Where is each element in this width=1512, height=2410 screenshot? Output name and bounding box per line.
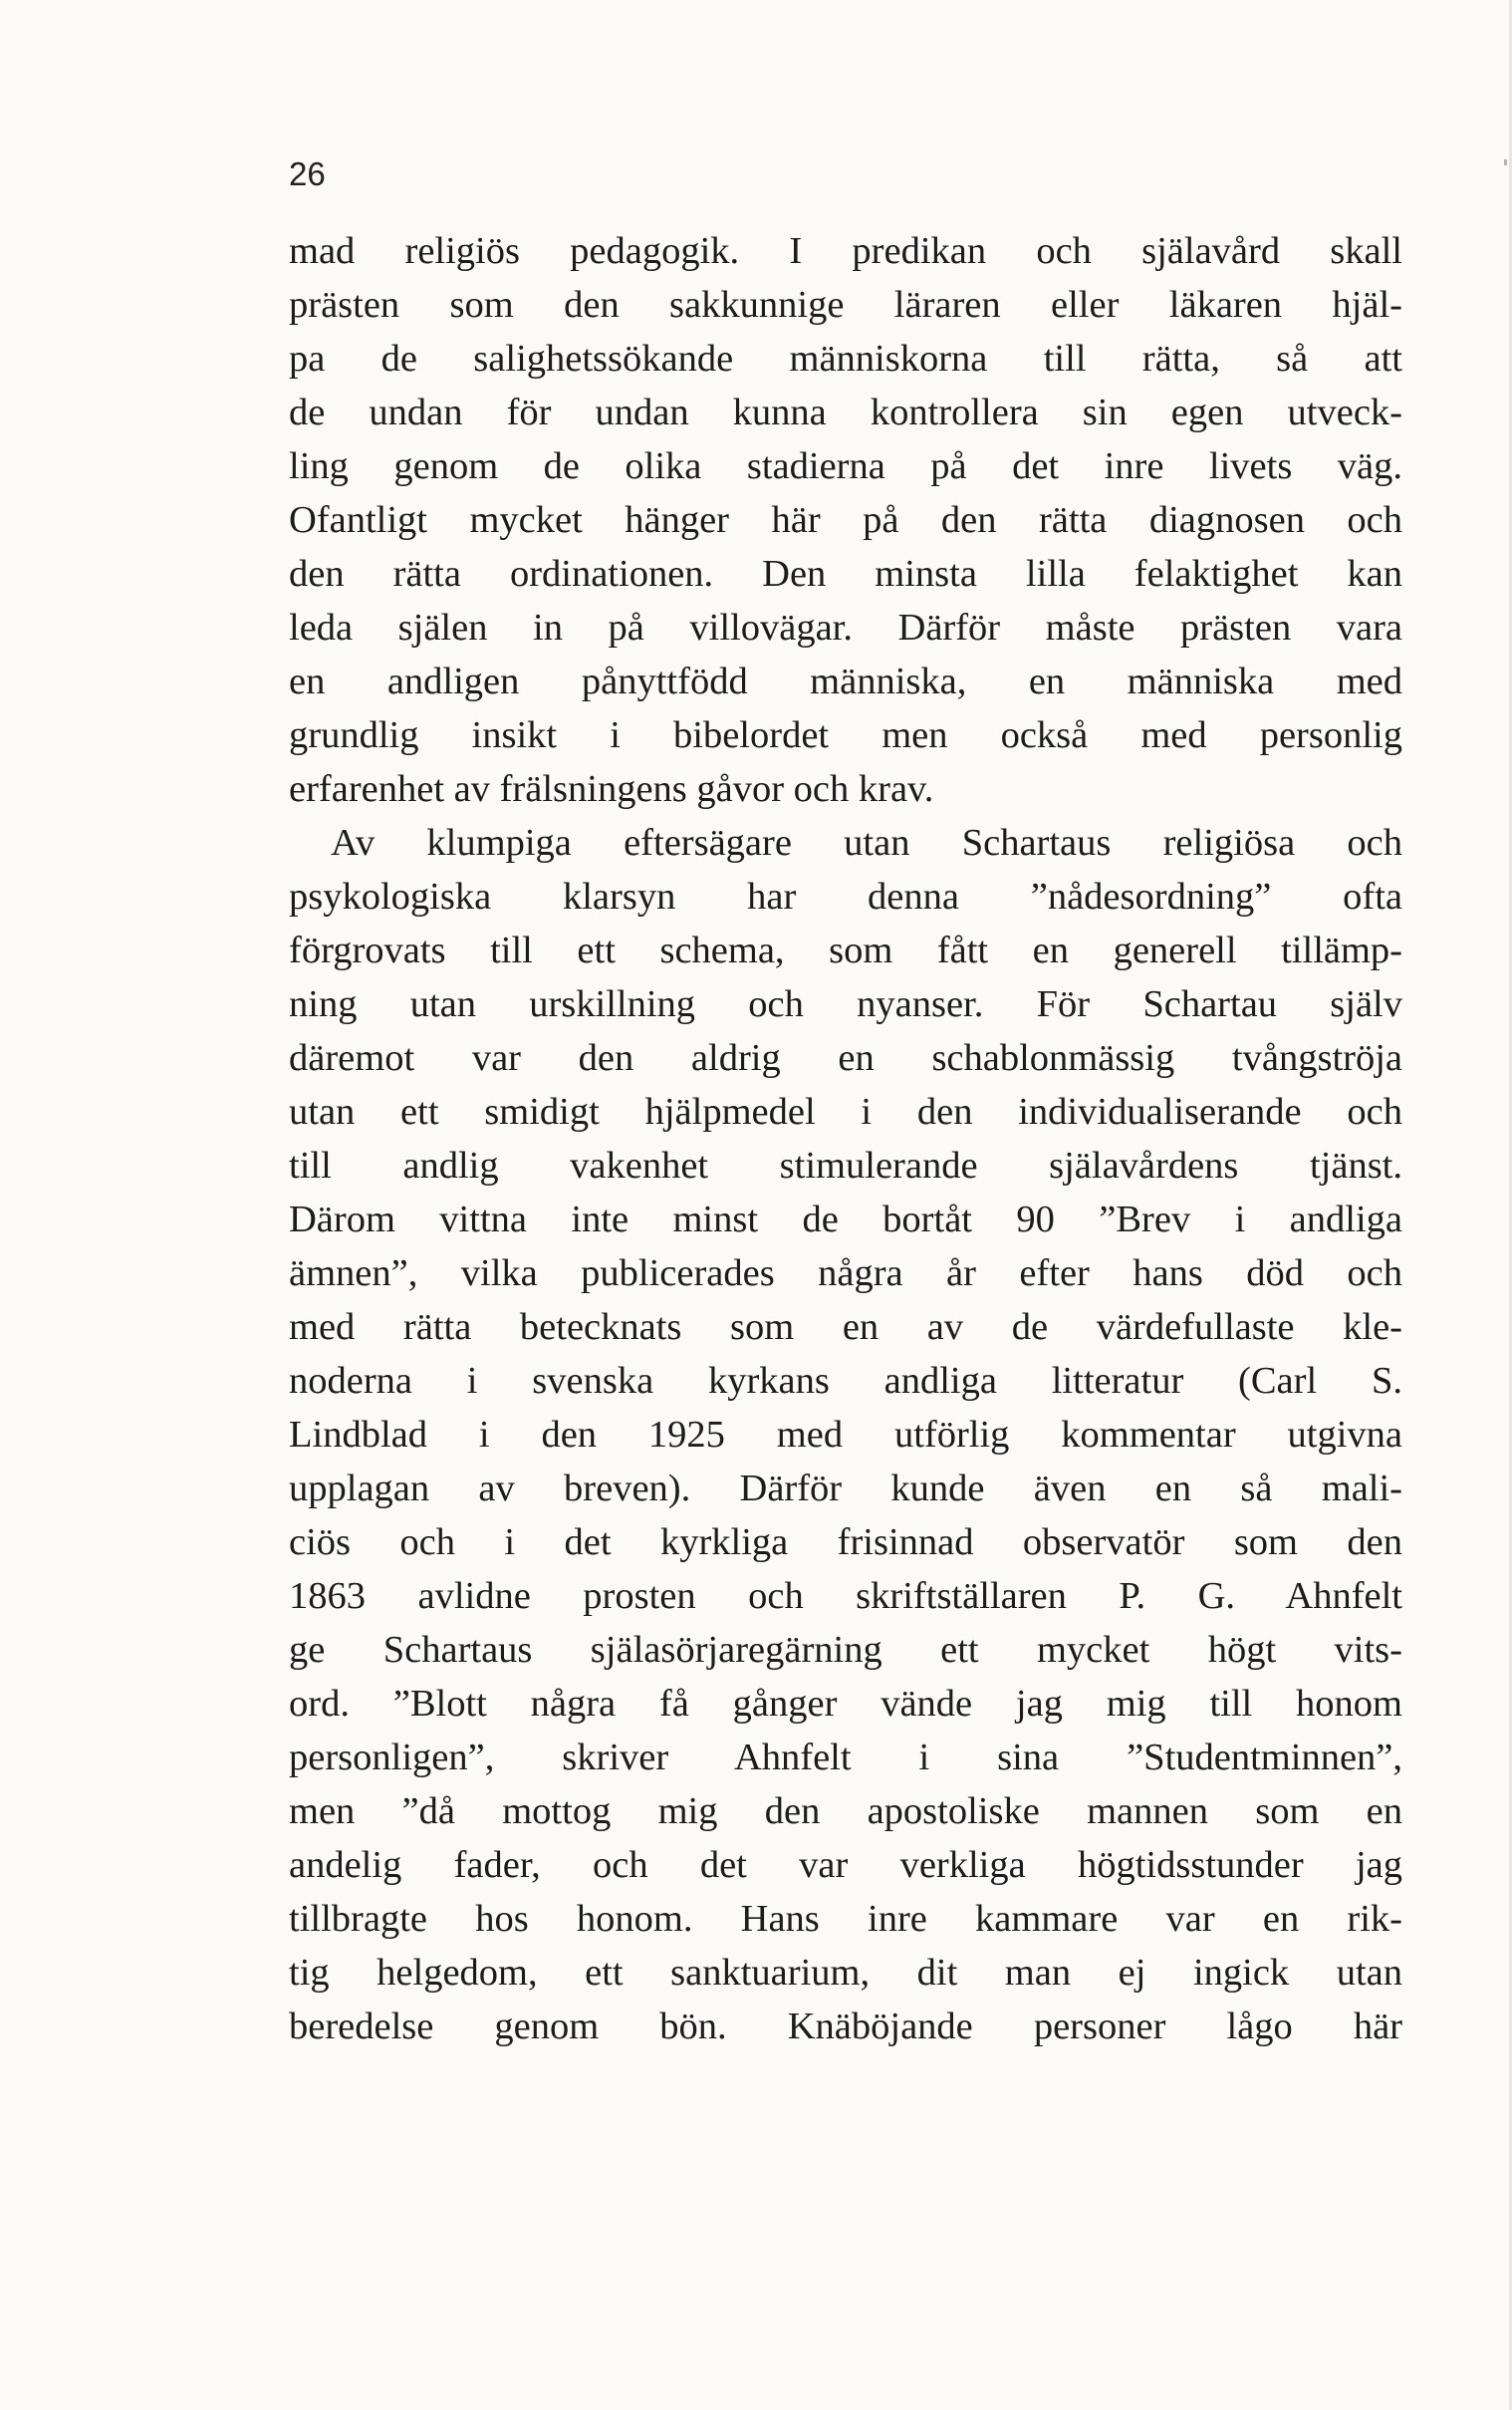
scan-mark xyxy=(1504,159,1507,165)
text-line: till andlig vakenhet stimulerande själavårdens tjänst. xyxy=(289,1145,1402,1187)
text-line: med rätta betecknats som en av de värdefullaste kle- xyxy=(289,1306,1402,1348)
text-line: 1863 avlidne prosten och skriftställaren P. G. Ahnfelt xyxy=(289,1575,1402,1617)
text-line: grundlig insikt i bibelordet men också med personlig xyxy=(289,714,1402,756)
text-line: erfarenhet av frälsningens gåvor och krav. xyxy=(289,768,934,810)
text-line: noderna i svenska kyrkans andliga litteratur (Carl S. xyxy=(289,1360,1402,1402)
text-line: pa de salighetssökande människorna till rätta, så att xyxy=(289,338,1402,380)
text-line: ämnen”, vilka publicerades några år efter hans död och xyxy=(289,1252,1402,1294)
text-line: Ofantligt mycket hänger här på den rätta diagnosen och xyxy=(289,499,1402,541)
text-line: ge Schartaus själasörjaregärning ett mycket högt vits- xyxy=(289,1629,1402,1671)
page-number: 26 xyxy=(289,155,326,192)
text-line: leda själen in på villovägar. Därför måste prästen vara xyxy=(289,607,1402,649)
text-line: tig helgedom, ett sanktuarium, dit man ej ingick utan xyxy=(289,1952,1402,1994)
text-line: utan ett smidigt hjälpmedel i den individualiserande och xyxy=(289,1091,1402,1133)
text-line: beredelse genom bön. Knäböjande personer lågo här xyxy=(289,2006,1402,2047)
text-line: Lindblad i den 1925 med utförlig kommentar utgivna xyxy=(289,1414,1402,1456)
text-line: ord. ”Blott några få gånger vände jag mig till honom xyxy=(289,1683,1402,1725)
text-line: Av klumpiga eftersägare utan Schartaus religiösa och xyxy=(331,822,1402,864)
text-line: en andligen pånyttfödd människa, en människa med xyxy=(289,661,1402,702)
text-line: andelig fader, och det var verkliga högtidsstunder jag xyxy=(289,1844,1402,1886)
text-line: de undan för undan kunna kontrollera sin egen utveck- xyxy=(289,392,1402,433)
text-line: ciös och i det kyrkliga frisinnad observatör som den xyxy=(289,1521,1402,1563)
text-line: däremot var den aldrig en schablonmässig tvångströja xyxy=(289,1037,1402,1079)
text-line: upplagan av breven). Därför kunde även en så mali- xyxy=(289,1468,1402,1509)
text-line: ling genom de olika stadierna på det inre livets väg. xyxy=(289,445,1402,487)
text-line: personligen”, skriver Ahnfelt i sina ”Studentminnen”, xyxy=(289,1737,1402,1778)
text-line: tillbragte hos honom. Hans inre kammare var en rik- xyxy=(289,1898,1402,1940)
text-line: Därom vittna inte minst de bortåt 90 ”Brev i andliga xyxy=(289,1199,1402,1240)
text-line: förgrovats till ett schema, som fått en generell tillämp- xyxy=(289,930,1402,971)
text-line: den rätta ordinationen. Den minsta lilla felaktighet kan xyxy=(289,553,1402,595)
text-line: psykologiska klarsyn har denna ”nådesordning” ofta xyxy=(289,876,1402,918)
text-line: mad religiös pedagogik. I predikan och själavård skall xyxy=(289,230,1402,272)
text-line: ning utan urskillning och nyanser. För Schartau själv xyxy=(289,983,1402,1025)
text-line: men ”då mottog mig den apostoliske mannen som en xyxy=(289,1790,1402,1832)
text-line: prästen som den sakkunnige läraren eller läkaren hjäl- xyxy=(289,284,1402,326)
body-text xyxy=(289,224,1402,2053)
